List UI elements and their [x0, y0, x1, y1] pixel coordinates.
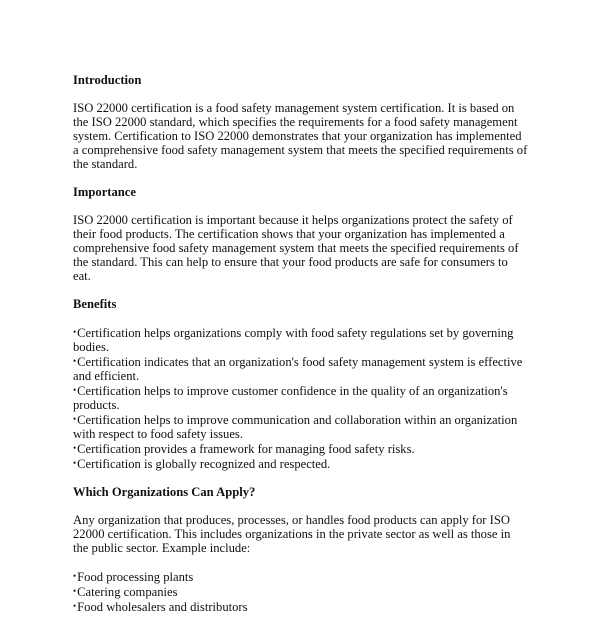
list-item [73, 584, 528, 599]
list-item-text: Food wholesalers and distributors [77, 600, 248, 614]
list-item [73, 412, 528, 441]
section-which-organizations [73, 485, 528, 614]
list-item [73, 599, 528, 614]
list-item [73, 325, 528, 354]
section-introduction [73, 73, 528, 171]
document-page [73, 73, 528, 628]
benefits-list [73, 325, 528, 471]
section-importance [73, 185, 528, 283]
bullet-icon: • [73, 443, 77, 453]
bullet-icon: • [73, 356, 77, 366]
list-item-text: Certification is globally recognized and respected. [77, 457, 331, 471]
list-item [73, 383, 528, 412]
list-item [73, 441, 528, 456]
list-item [73, 569, 528, 584]
section-benefits [73, 297, 528, 471]
bullet-icon: • [73, 414, 77, 424]
bullet-icon: • [73, 385, 77, 395]
list-item-text: Certification helps to improve communication and collaboration within an organization with respect to food safety issues. [73, 413, 518, 441]
list-item [73, 456, 528, 471]
list-item-text: Certification provides a framework for managing food safety risks. [77, 442, 415, 456]
paragraph-importance: ISO 22000 certification is important because it helps organizations protect the safety of their food products. The certification shows that your organization has implemented a comprehensive food safety management system that meets the specified requirements of the standard. This can help to ensure that your food products are safe for consumers to eat. [73, 213, 519, 283]
paragraph-introduction: ISO 22000 certification is a food safety management system certification. It is based on the ISO 22000 standard, which specifies the requirements for a food safety management system. Certification to ISO 22000 demonstrates that your organization has implemented a comprehensive food safety management system that meets the specified requirements of the standard. [73, 101, 528, 171]
heading-which-organizations: Which Organizations Can Apply? [73, 485, 256, 499]
heading-importance: Importance [73, 185, 136, 199]
bullet-icon: • [73, 458, 77, 468]
list-item [73, 354, 528, 383]
bullet-icon: • [73, 571, 77, 581]
bullet-icon: • [73, 601, 77, 611]
list-item-text: Food processing plants [77, 570, 194, 584]
heading-introduction: Introduction [73, 73, 142, 87]
heading-benefits: Benefits [73, 297, 117, 311]
list-item-text: Catering companies [77, 585, 178, 599]
list-item-text: Certification helps organizations comply with food safety regulations set by governing bodies. [73, 326, 514, 354]
bullet-icon: • [73, 586, 77, 596]
paragraph-which-organizations: Any organization that produces, processes, or handles food products can apply for ISO 22000 certification. This includes organizations in the private sector as well as those in the public sector. Example include: [73, 513, 511, 555]
organizations-list [73, 569, 528, 614]
list-item-text: Certification indicates that an organization's food safety management system is effective and efficient. [73, 355, 523, 383]
bullet-icon: • [73, 327, 77, 337]
list-item-text: Certification helps to improve customer confidence in the quality of an organization's products. [73, 384, 508, 412]
